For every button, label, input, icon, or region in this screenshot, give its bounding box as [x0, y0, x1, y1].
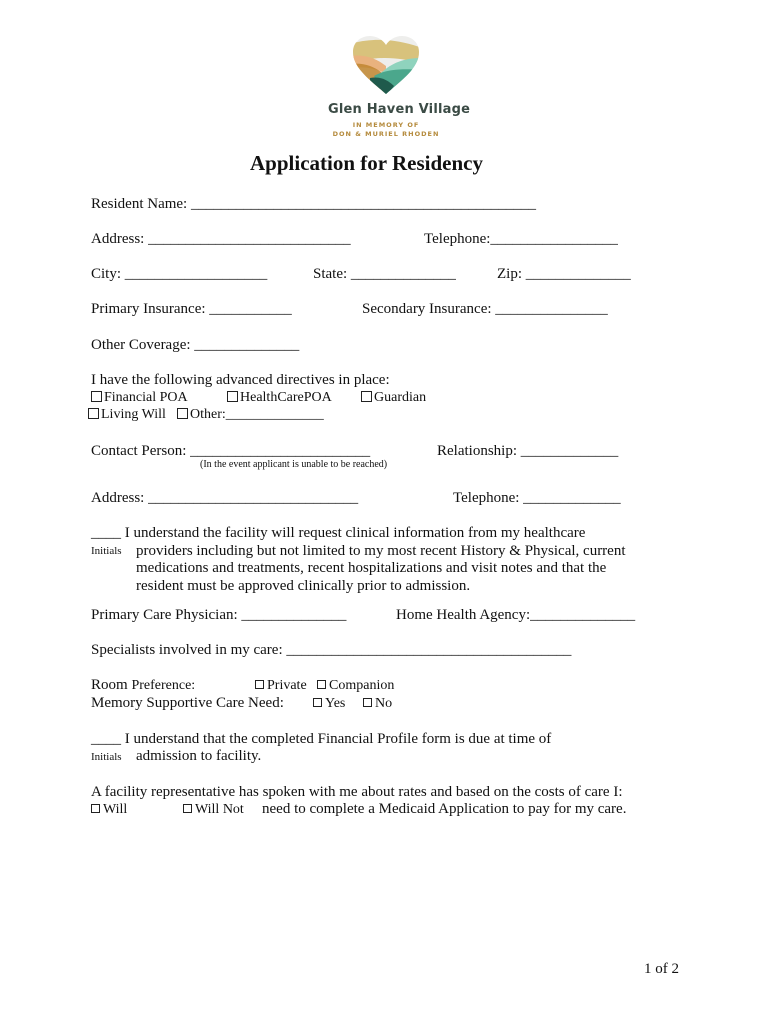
organization-name: Glen Haven Village — [328, 102, 471, 117]
resident-name-field[interactable]: Resident Name: ______________________________________________ — [91, 196, 536, 212]
memory-care-yes-checkbox[interactable] — [313, 695, 345, 712]
preference-label: Preference: — [131, 678, 196, 693]
page-title: Application for Residency — [250, 151, 483, 175]
checkbox-box-icon[interactable] — [177, 408, 188, 419]
private-room-label: Private — [267, 678, 307, 693]
memory-care-label: Memory Supportive Care Need: — [91, 695, 284, 711]
address-field[interactable]: Address: ___________________________ — [91, 231, 351, 247]
state-field[interactable]: State: ______________ — [313, 266, 456, 282]
checkbox-box-icon[interactable] — [91, 804, 100, 813]
living-will-checkbox[interactable] — [88, 406, 166, 423]
financial-initials-label: Initials — [91, 751, 122, 763]
medicaid-statement-line-1: A facility representative has spoken with me about rates and based on the costs of care I: — [91, 784, 623, 800]
financial-poa-checkbox[interactable] — [91, 389, 188, 406]
financial-initials-blank[interactable]: ____ — [91, 731, 121, 747]
zip-field[interactable]: Zip: ______________ — [497, 266, 631, 282]
clinical-consent-line-4: resident must be approved clinically prior to admission. — [136, 578, 471, 594]
other-directive-checkbox[interactable] — [177, 406, 324, 423]
specialists-field[interactable]: Specialists involved in my care: ______________________________________ — [91, 642, 572, 658]
primary-insurance-field[interactable]: Primary Insurance: ___________ — [91, 301, 292, 317]
checkbox-box-icon[interactable] — [361, 391, 372, 402]
financial-consent-line-1: I understand that the completed Financial Profile form is due at time of — [124, 731, 552, 747]
checkbox-box-icon[interactable] — [183, 804, 192, 813]
city-field[interactable]: City: ___________________ — [91, 266, 268, 282]
memorial-line-1: IN MEMORY OF — [352, 121, 420, 129]
clinical-consent-line-3: medications and treatments, recent hospitalizations and visit notes and that the — [136, 560, 607, 576]
medicaid-will-not-checkbox[interactable] — [183, 801, 244, 818]
page-number: 1 of 2 — [644, 961, 679, 977]
medicaid-statement-line-2: need to complete a Medicaid Application to pay for my care. — [262, 801, 627, 817]
memorial-line-2: DON & MURIEL RHODEN — [332, 130, 440, 138]
memory-care-yes-label: Yes — [325, 696, 346, 711]
checkbox-box-icon[interactable] — [88, 408, 99, 419]
memorial-dedication — [322, 121, 450, 139]
private-room-checkbox[interactable] — [255, 677, 307, 694]
guardian-label: Guardian — [374, 390, 427, 405]
clinical-consent-line-1: I understand the facility will request clinical information from my healthcare — [124, 525, 586, 541]
financial-consent-block — [91, 730, 551, 748]
healthcare-poa-label: HealthCarePOA — [240, 390, 332, 405]
clinical-initials-blank[interactable]: ____ — [91, 525, 121, 541]
checkbox-box-icon[interactable] — [317, 680, 326, 689]
clinical-consent-line-2: providers including but not limited to my most recent History & Physical, current — [136, 543, 626, 559]
checkbox-box-icon[interactable] — [363, 698, 372, 707]
clinical-consent-block — [91, 524, 585, 542]
primary-physician-field[interactable]: Primary Care Physician: ______________ — [91, 607, 347, 623]
financial-consent-line-2: admission to facility. — [136, 748, 262, 764]
secondary-insurance-field[interactable]: Secondary Insurance: _______________ — [362, 301, 608, 317]
financial-poa-label: Financial POA — [104, 390, 188, 405]
checkbox-box-icon[interactable] — [255, 680, 264, 689]
checkbox-box-icon[interactable] — [313, 698, 322, 707]
memory-care-no-checkbox[interactable] — [363, 695, 392, 712]
other-directive-field[interactable]: Other:______________ — [190, 407, 324, 422]
checkbox-box-icon[interactable] — [227, 391, 238, 402]
companion-room-label: Companion — [329, 678, 395, 693]
medicaid-will-label: Will — [103, 802, 128, 817]
room-preference-label — [91, 676, 195, 694]
other-coverage-field[interactable]: Other Coverage: ______________ — [91, 337, 300, 353]
companion-room-checkbox[interactable] — [317, 677, 394, 694]
checkbox-box-icon[interactable] — [91, 391, 102, 402]
living-will-label: Living Will — [101, 407, 166, 422]
healthcare-poa-checkbox[interactable] — [227, 389, 332, 406]
contact-note: (In the event applicant is unable to be reached) — [200, 459, 388, 470]
clinical-initials-label: Initials — [91, 545, 122, 557]
memory-care-no-label: No — [375, 696, 393, 711]
medicaid-will-checkbox[interactable] — [91, 801, 127, 818]
contact-address-field[interactable]: Address: ____________________________ — [91, 490, 359, 506]
contact-telephone-field[interactable]: Telephone: _____________ — [453, 490, 621, 506]
contact-person-field[interactable]: Contact Person: ________________________ — [91, 443, 371, 459]
relationship-field[interactable]: Relationship: _____________ — [437, 443, 619, 459]
home-health-agency-field[interactable]: Home Health Agency:______________ — [396, 607, 636, 623]
directives-heading: I have the following advanced directives in place: — [91, 372, 390, 388]
medicaid-will-not-label: Will Not — [195, 802, 244, 817]
room-label: Room — [91, 677, 128, 693]
telephone-field[interactable]: Telephone:_________________ — [424, 231, 618, 247]
glen-haven-heart-logo-icon — [350, 34, 422, 96]
guardian-checkbox[interactable] — [361, 389, 426, 406]
